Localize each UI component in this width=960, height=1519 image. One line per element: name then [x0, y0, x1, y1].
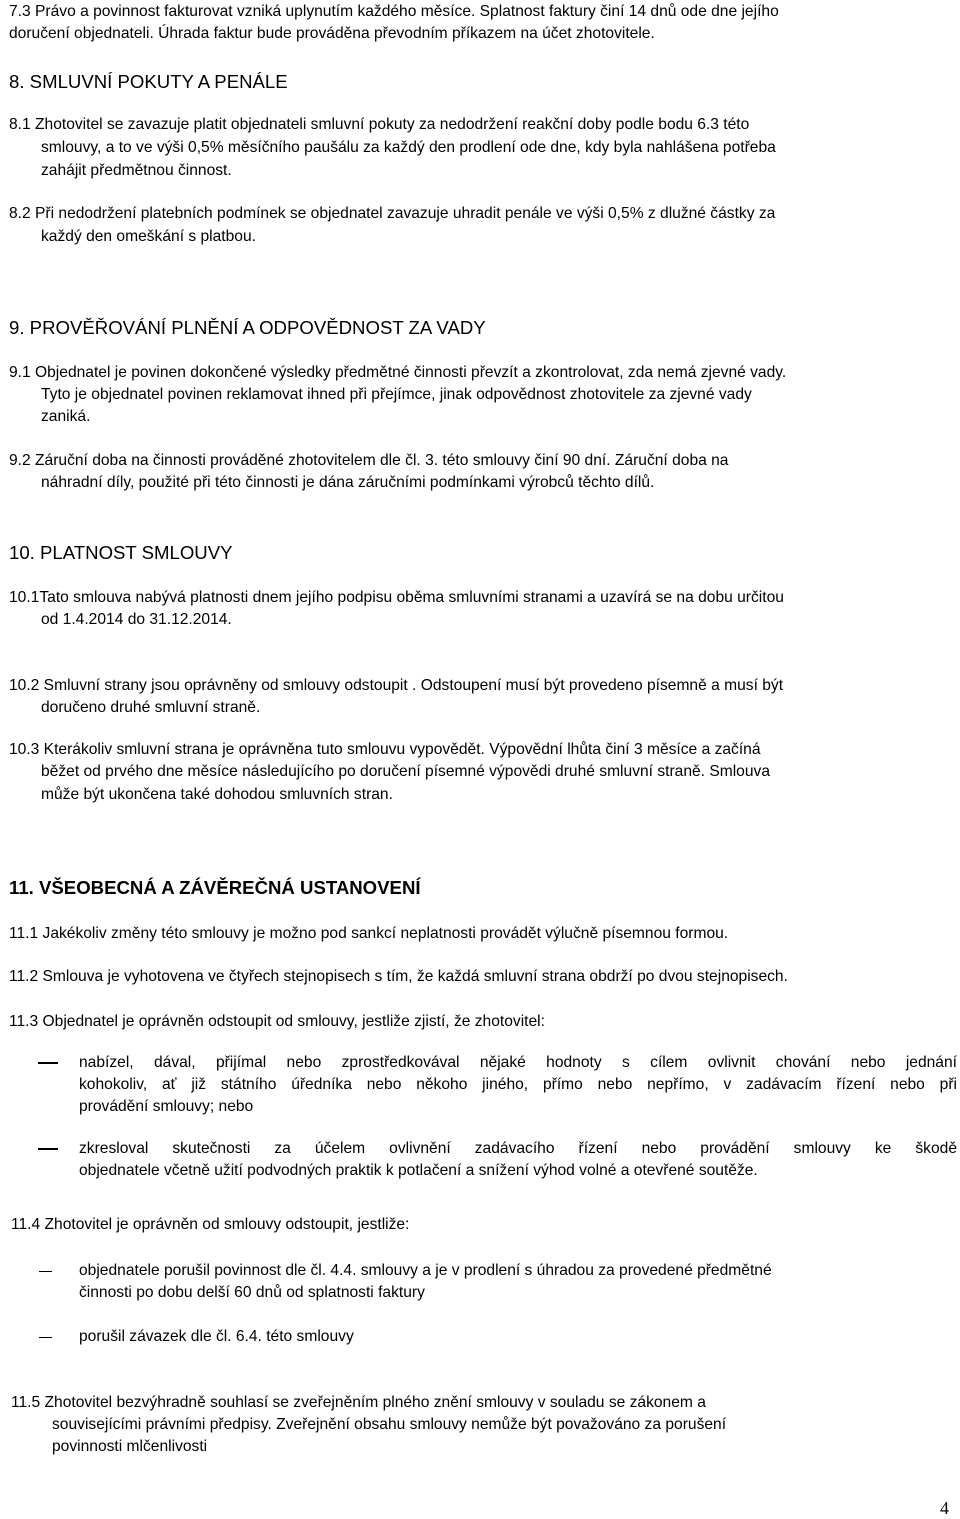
clause-9-2-line-2: náhradní díly, použité při této činnosti je dána záručními podmínkami výrobců těchto dílů. — [41, 474, 655, 491]
clause-11-4: 11.4 Zhotovitel je oprávněn od smlouvy odstoupit, jestliže: — [11, 1216, 410, 1233]
clause-11-1: 11.1 Jakékoliv změny této smlouvy je možno pod sankcí neplatnosti provádět výlučně písemnou formou. — [9, 925, 729, 942]
clause-8-1-line-2: smlouvy, a to ve výši 0,5% měsíčního paušálu za každý den prodlení ode dne, kdy byla nahlášena potřeba — [41, 139, 776, 156]
section-9-heading: 9. PROVĚŘOVÁNÍ PLNĚNÍ A ODPOVĚDNOST ZA VADY — [9, 317, 486, 338]
bullet-dash-icon — [38, 1148, 58, 1150]
clause-9-1-line-3: zaniká. — [41, 408, 91, 425]
clause-8-1-line-3: zahájit předmětnou činnost. — [41, 162, 232, 179]
bullet-dash-icon — [39, 1337, 52, 1338]
clause-11-5-line-2: souvisejícími právními předpisy. Zveřejnění obsahu smlouvy nemůže být považováno za porušení — [52, 1416, 727, 1433]
clause-11-5-line-3: povinnosti mlčenlivosti — [52, 1438, 208, 1455]
bullet-2-line-2: objednatele včetně užití podvodných praktik k potlačení a snížení výhod volné a otevřené soutěže. — [79, 1162, 758, 1179]
clause-9-1-line-2: Tyto je objednatel povinen reklamovat ihned při přejímce, jinak odpovědnost zhotovitele za zjevné vady — [41, 386, 752, 403]
page-number: 4 — [940, 1498, 949, 1518]
clause-11-3: 11.3 Objednatel je oprávněn odstoupit od smlouvy, jestliže zjistí, že zhotovitel: — [9, 1013, 545, 1030]
clause-8-2-line-2: každý den omeškání s platbou. — [41, 228, 256, 245]
bullet-3-line-1: objednatele porušil povinnost dle čl. 4.4. smlouvy a je v prodlení s úhradou za provedené předmětné — [79, 1262, 772, 1279]
clause-8-1-line-1: 8.1 Zhotovitel se zavazuje platit objednateli smluvní pokuty za nedodržení reakční doby podle bodu 6.3 této — [9, 116, 750, 133]
section-10-heading: 10. PLATNOST SMLOUVY — [9, 542, 233, 563]
clause-10-3-line-2: běžet od prvého dne měsíce následujícího po doručení písemné výpovědi druhé smluvní straně. Smlouva — [41, 763, 771, 780]
section-11-heading: 11. VŠEOBECNÁ A ZÁVĚREČNÁ USTANOVENÍ — [9, 877, 421, 898]
clause-11-2: 11.2 Smlouva je vyhotovena ve čtyřech stejnopisech s tím, že každá smluvní strana obdrží po dvou stejnopisech. — [9, 968, 788, 985]
bullet-dash-icon — [39, 1271, 52, 1272]
bullet-3-line-2: činnosti po dobu delší 60 dnů od splatnosti faktury — [79, 1284, 425, 1301]
clause-10-2-line-1: 10.2 Smluvní strany jsou oprávněny od smlouvy odstoupit . Odstoupení musí být provedeno písemně a musí být — [9, 677, 784, 694]
clause-7-3-line-2: doručení objednateli. Úhrada faktur bude prováděna převodním příkazem na účet zhotovitele. — [9, 25, 655, 42]
bullet-1-line-1: nabízel, dával, přijímal nebo zprostředkovával nějaké hodnoty s cílem ovlivnit chování nebo jednání — [79, 1054, 957, 1071]
section-8-heading: 8. SMLUVNÍ POKUTY A PENÁLE — [9, 71, 288, 92]
clause-10-1-line-1: 10.1Tato smlouva nabývá platnosti dnem jejího podpisu oběma smluvními stranami a uzavírá se na dobu určitou — [9, 589, 784, 606]
bullet-dash-icon — [38, 1062, 58, 1064]
bullet-1-line-3: provádění smlouvy; nebo — [79, 1098, 254, 1115]
clause-10-2-line-2: doručeno druhé smluvní straně. — [41, 699, 261, 716]
bullet-4: porušil závazek dle čl. 6.4. této smlouvy — [79, 1328, 354, 1345]
clause-10-3-line-3: může být ukončena také dohodou smluvních stran. — [41, 786, 393, 803]
clause-9-1-line-1: 9.1 Objednatel je povinen dokončené výsledky předmětné činnosti převzít a zkontrolovat, zda nemá zjevné vady. — [9, 364, 787, 381]
clause-8-2-line-1: 8.2 Při nedodržení platebních podmínek se objednatel zavazuje uhradit penále ve výši 0,5% z dlužné částky za — [9, 205, 776, 222]
clause-10-1-line-2: od 1.4.2014 do 31.12.2014. — [41, 611, 232, 628]
bullet-1-line-2: kohokoliv, ať již státního úředníka nebo někoho jiného, přímo nebo nepřímo, v zadávacím řízení nebo při — [79, 1076, 957, 1093]
clause-10-3-line-1: 10.3 Kterákoliv smluvní strana je oprávněna tuto smlouvu vypovědět. Výpovědní lhůta činí 3 měsíce a začíná — [9, 741, 761, 758]
clause-7-3-line-1: 7.3 Právo a povinnost fakturovat vzniká uplynutím každého měsíce. Splatnost faktury činí 14 dnů ode dne jejího — [9, 3, 779, 20]
bullet-2-line-1: zkresloval skutečnosti za účelem ovlivnění zadávacího řízení nebo provádění smlouvy ke škodě — [79, 1140, 957, 1157]
clause-11-5-line-1: 11.5 Zhotovitel bezvýhradně souhlasí se zveřejněním plného znění smlouvy v souladu se zákonem a — [11, 1394, 706, 1411]
clause-9-2-line-1: 9.2 Záruční doba na činnosti prováděné zhotovitelem dle čl. 3. této smlouvy činí 90 dní. Záruční doba na — [9, 452, 729, 469]
